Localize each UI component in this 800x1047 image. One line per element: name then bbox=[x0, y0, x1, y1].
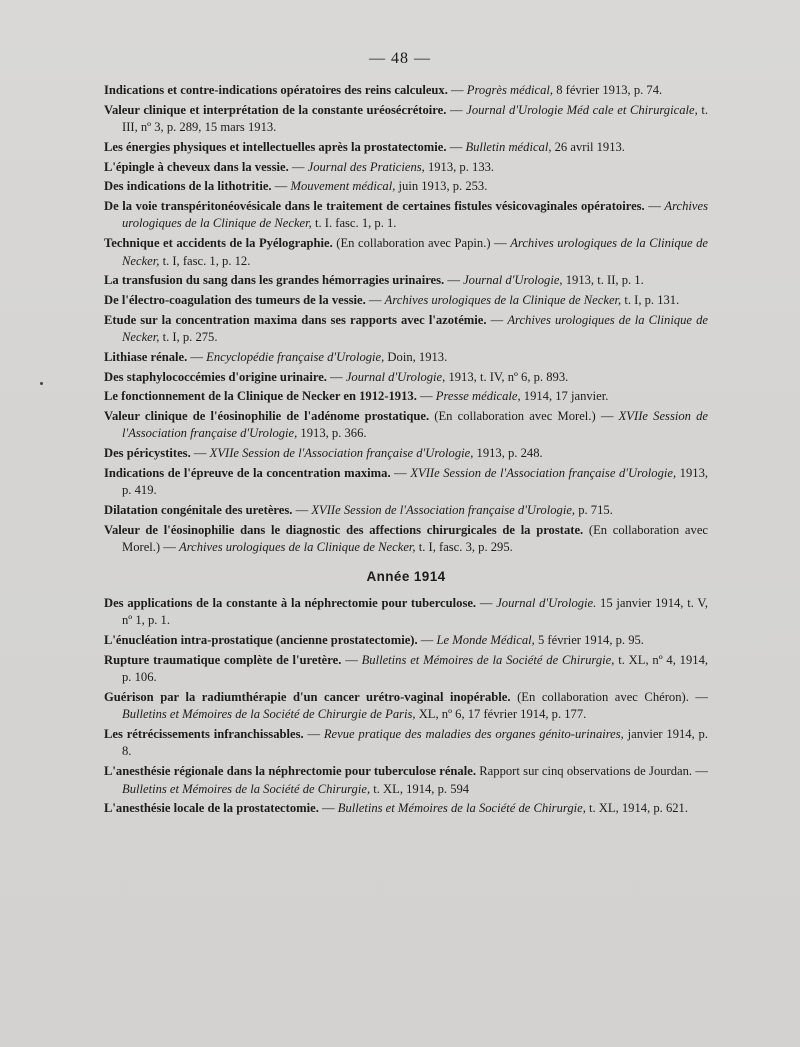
entry-title: La transfusion du sang dans les grandes hémorragies urinaires. bbox=[104, 273, 445, 288]
entry-separator: — bbox=[476, 595, 497, 610]
entry-separator: (En collaboration avec Papin.) — bbox=[332, 236, 511, 251]
entry-title: De la voie transpéritonéovésicale dans le traitement de certaines fistules vésicovaginales opératoires. bbox=[104, 198, 645, 213]
entry-separator: — bbox=[292, 503, 312, 517]
entry-title: Les énergies physiques et intellectuelles après la prostatectomie. bbox=[104, 139, 447, 154]
entry-separator: Rapport sur cinq observations de Jourdan. — bbox=[475, 764, 708, 779]
entry-separator: — bbox=[446, 102, 467, 117]
entry-source: Archives urologiques de la Clinique de Necker, bbox=[122, 236, 709, 268]
entry-title: Les rétrécissements infranchissables. bbox=[104, 726, 304, 741]
entry-title: Des staphylococcémies d'origine urinaire. bbox=[104, 369, 327, 384]
entry-details: t. XL, 1914, p. 594 bbox=[370, 781, 470, 796]
entry-separator: — bbox=[288, 159, 308, 174]
bibliography-entry bbox=[104, 465, 708, 500]
entry-separator: — bbox=[303, 726, 324, 741]
entry-details: 26 avril 1913. bbox=[551, 139, 625, 154]
entry-source: Journal d'Urologie, bbox=[345, 369, 446, 384]
entry-source: Journal d'Urologie, bbox=[463, 273, 563, 288]
section-heading-1914: Année 1914 bbox=[366, 568, 446, 584]
bibliography-list-1914 bbox=[104, 595, 708, 818]
entry-source: Bulletins et Mémoires de la Société de Chirurgie, bbox=[361, 652, 615, 667]
bibliography-entry bbox=[104, 445, 708, 463]
entry-title: Des péricystites. bbox=[104, 446, 191, 461]
entry-title: De l'électro-coagulation des tumeurs de la vessie. bbox=[104, 293, 366, 307]
entry-details: janvier 1914, p. 8. bbox=[122, 726, 708, 759]
bibliography-entry bbox=[104, 408, 708, 443]
bibliography-entry bbox=[104, 178, 708, 196]
entry-separator: — bbox=[318, 801, 338, 816]
entry-separator: — bbox=[187, 349, 207, 364]
entry-source: Bulletins et Mémoires de la Société de Chirurgie, bbox=[122, 781, 371, 796]
entry-source: Bulletins et Mémoires de la Société de Chirurgie de Paris, bbox=[122, 707, 416, 722]
entry-source: Archives urologiques de la Clinique de Necker, bbox=[122, 198, 709, 231]
entry-separator: — bbox=[416, 389, 436, 404]
bibliography-entry bbox=[104, 800, 708, 818]
bibliography-entry bbox=[104, 632, 708, 650]
entry-details: t. I, fasc. 1, p. 12. bbox=[159, 253, 251, 268]
entry-separator: — bbox=[390, 465, 411, 480]
entry-separator: — bbox=[417, 632, 437, 647]
entry-title: Valeur de l'éosinophilie dans le diagnostic des affections chirurgicales de la prostate. bbox=[104, 522, 584, 537]
bibliography-entry bbox=[104, 82, 708, 100]
entry-details: t. III, nº 3, p. 289, 15 mars 1913. bbox=[122, 102, 709, 135]
entry-separator: (En collaboration avec Chéron). — bbox=[510, 689, 708, 704]
bibliography-entry bbox=[104, 726, 708, 761]
entry-source: Revue pratique des maladies des organes génito-urinaires, bbox=[323, 726, 624, 741]
entry-details: Doin, 1913. bbox=[384, 349, 448, 364]
bibliography-entry bbox=[104, 689, 708, 724]
entry-separator: — bbox=[444, 273, 464, 288]
entry-source: Encyclopédie française d'Urologie, bbox=[206, 349, 385, 364]
entry-source: XVIIe Session de l'Association française d'Urologie, bbox=[122, 408, 709, 441]
entry-details: 5 février 1914, p. 95. bbox=[534, 632, 644, 647]
entry-separator: — bbox=[190, 446, 210, 461]
bibliography-entry bbox=[104, 763, 708, 798]
entry-source: Archives urologiques de la Clinique de Necker, bbox=[122, 312, 709, 345]
entry-details: XL, nº 6, 17 février 1914, p. 177. bbox=[415, 707, 587, 722]
bibliography-entry bbox=[104, 652, 708, 687]
entry-source: Journal d'Urologie Méd cale et Chirurgicale, bbox=[466, 102, 698, 117]
entry-details: p. 715. bbox=[575, 503, 613, 517]
entry-details: t. XL, 1914, p. 621. bbox=[585, 801, 689, 816]
bibliography-column bbox=[104, 82, 708, 820]
entry-details: t. I. fasc. 1, p. 1. bbox=[311, 216, 397, 231]
bibliography-entry bbox=[104, 198, 708, 233]
entry-title: L'épingle à cheveux dans la vessie. bbox=[104, 159, 289, 174]
entry-title: Valeur clinique et interprétation de la constante uréosécrétoire. bbox=[104, 102, 447, 117]
entry-details: 1913, p. 248. bbox=[473, 446, 543, 461]
entry-separator: — bbox=[365, 293, 385, 307]
bibliography-entry bbox=[104, 159, 708, 177]
bibliography-entry bbox=[104, 502, 708, 520]
entry-source: XVIIe Session de l'Association française d'Urologie, bbox=[209, 446, 474, 461]
entry-details: 1914, 17 janvier. bbox=[520, 389, 609, 404]
page-number: — 48 — bbox=[369, 50, 431, 67]
entry-details: 15 janvier 1914, t. V, nº 1, p. 1. bbox=[122, 595, 708, 628]
entry-separator: — bbox=[446, 139, 466, 154]
bibliography-entry bbox=[104, 388, 708, 406]
entry-title: Des applications de la constante à la néphrectomie pour tuberculose. bbox=[104, 595, 477, 610]
entry-title: Etude sur la concentration maxima dans ses rapports avec l'azotémie. bbox=[104, 312, 487, 327]
entry-source: Bulletin médical, bbox=[465, 139, 552, 154]
bibliography-entry bbox=[104, 139, 708, 157]
entry-source: Le Monde Médical, bbox=[436, 632, 535, 647]
entry-source: Journal des Praticiens, bbox=[307, 159, 425, 174]
entry-title: L'énucléation intra-prostatique (ancienne prostatectomie). bbox=[104, 632, 418, 647]
entry-source: Bulletins et Mémoires de la Société de Chirurgie, bbox=[337, 801, 586, 816]
entry-separator: (En collaboration avec Morel.) — bbox=[429, 408, 619, 423]
bibliography-entry bbox=[104, 595, 708, 630]
entry-details: 1913, p. 419. bbox=[122, 465, 709, 498]
bibliography-entry bbox=[104, 235, 708, 270]
bibliography-entry bbox=[104, 369, 708, 387]
bibliography-entry bbox=[104, 102, 708, 137]
bibliography-list-1913 bbox=[104, 82, 708, 557]
entry-details: t. I, p. 131. bbox=[621, 293, 680, 307]
entry-details: t. XL, nº 4, 1914, p. 106. bbox=[122, 652, 709, 685]
entry-title: Indications de l'épreuve de la concentration maxima. bbox=[104, 465, 391, 480]
entry-separator: — bbox=[341, 652, 362, 667]
entry-details: t. I, p. 275. bbox=[159, 330, 218, 345]
entry-source: Archives urologiques de la Clinique de Necker, bbox=[384, 293, 622, 307]
print-speck bbox=[40, 382, 43, 385]
entry-title: Valeur clinique de l'éosinophilie de l'adénome prostatique. bbox=[104, 408, 430, 423]
entry-title: Dilatation congénitale des uretères. bbox=[104, 503, 293, 517]
entry-source: Journal d'Urologie. bbox=[496, 595, 597, 610]
entry-title: Le fonctionnement de la Clinique de Necker en 1912-1913. bbox=[104, 389, 417, 404]
entry-details: 1913, p. 133. bbox=[424, 159, 495, 174]
entry-source: XVIIe Session de l'Association française d'Urologie, bbox=[410, 465, 677, 480]
entry-separator: — bbox=[644, 198, 665, 213]
entry-details: t. I, fasc. 3, p. 295. bbox=[415, 540, 513, 555]
bibliography-entry bbox=[104, 312, 708, 347]
entry-separator: — bbox=[486, 312, 508, 327]
entry-details: 1913, p. 366. bbox=[297, 426, 367, 441]
entry-title: Indications et contre-indications opératoires des reins calculeux. bbox=[104, 83, 448, 97]
entry-title: Rupture traumatique complète de l'uretère. bbox=[104, 652, 342, 667]
entry-separator: — bbox=[271, 179, 291, 194]
entry-source: XVIIe Session de l'Association française d'Urologie, bbox=[311, 503, 576, 517]
entry-title: Des indications de la lithotritie. bbox=[104, 179, 272, 194]
entry-separator: (En collaboration avec Morel.) — bbox=[122, 522, 708, 555]
entry-source: Progrès médical, bbox=[466, 83, 554, 97]
entry-source: Presse médicale, bbox=[435, 389, 521, 404]
entry-title: Technique et accidents de la Pyélographie. bbox=[104, 236, 333, 251]
entry-details: 8 février 1913, p. 74. bbox=[553, 83, 663, 97]
bibliography-entry bbox=[104, 349, 708, 367]
bibliography-entry bbox=[104, 272, 708, 290]
bibliography-entry bbox=[104, 292, 708, 310]
entry-title: Guérison par la radiumthérapie d'un cancer urétro-vaginal inopérable. bbox=[104, 689, 511, 704]
entry-details: 1913, t. IV, nº 6, p. 893. bbox=[445, 369, 569, 384]
entry-source: Mouvement médical, bbox=[290, 179, 396, 194]
entry-title: Lithiase rénale. bbox=[104, 349, 188, 364]
entry-source: Archives urologiques de la Clinique de Necker, bbox=[179, 540, 416, 555]
entry-separator: — bbox=[326, 369, 346, 384]
bibliography-entry bbox=[104, 522, 708, 557]
entry-details: 1913, t. II, p. 1. bbox=[562, 273, 644, 288]
entry-title: L'anesthésie locale de la prostatectomie. bbox=[104, 801, 319, 816]
entry-separator: — bbox=[447, 83, 467, 97]
entry-title: L'anesthésie régionale dans la néphrectomie pour tuberculose rénale. bbox=[104, 764, 476, 779]
entry-details: juin 1913, p. 253. bbox=[395, 179, 488, 194]
